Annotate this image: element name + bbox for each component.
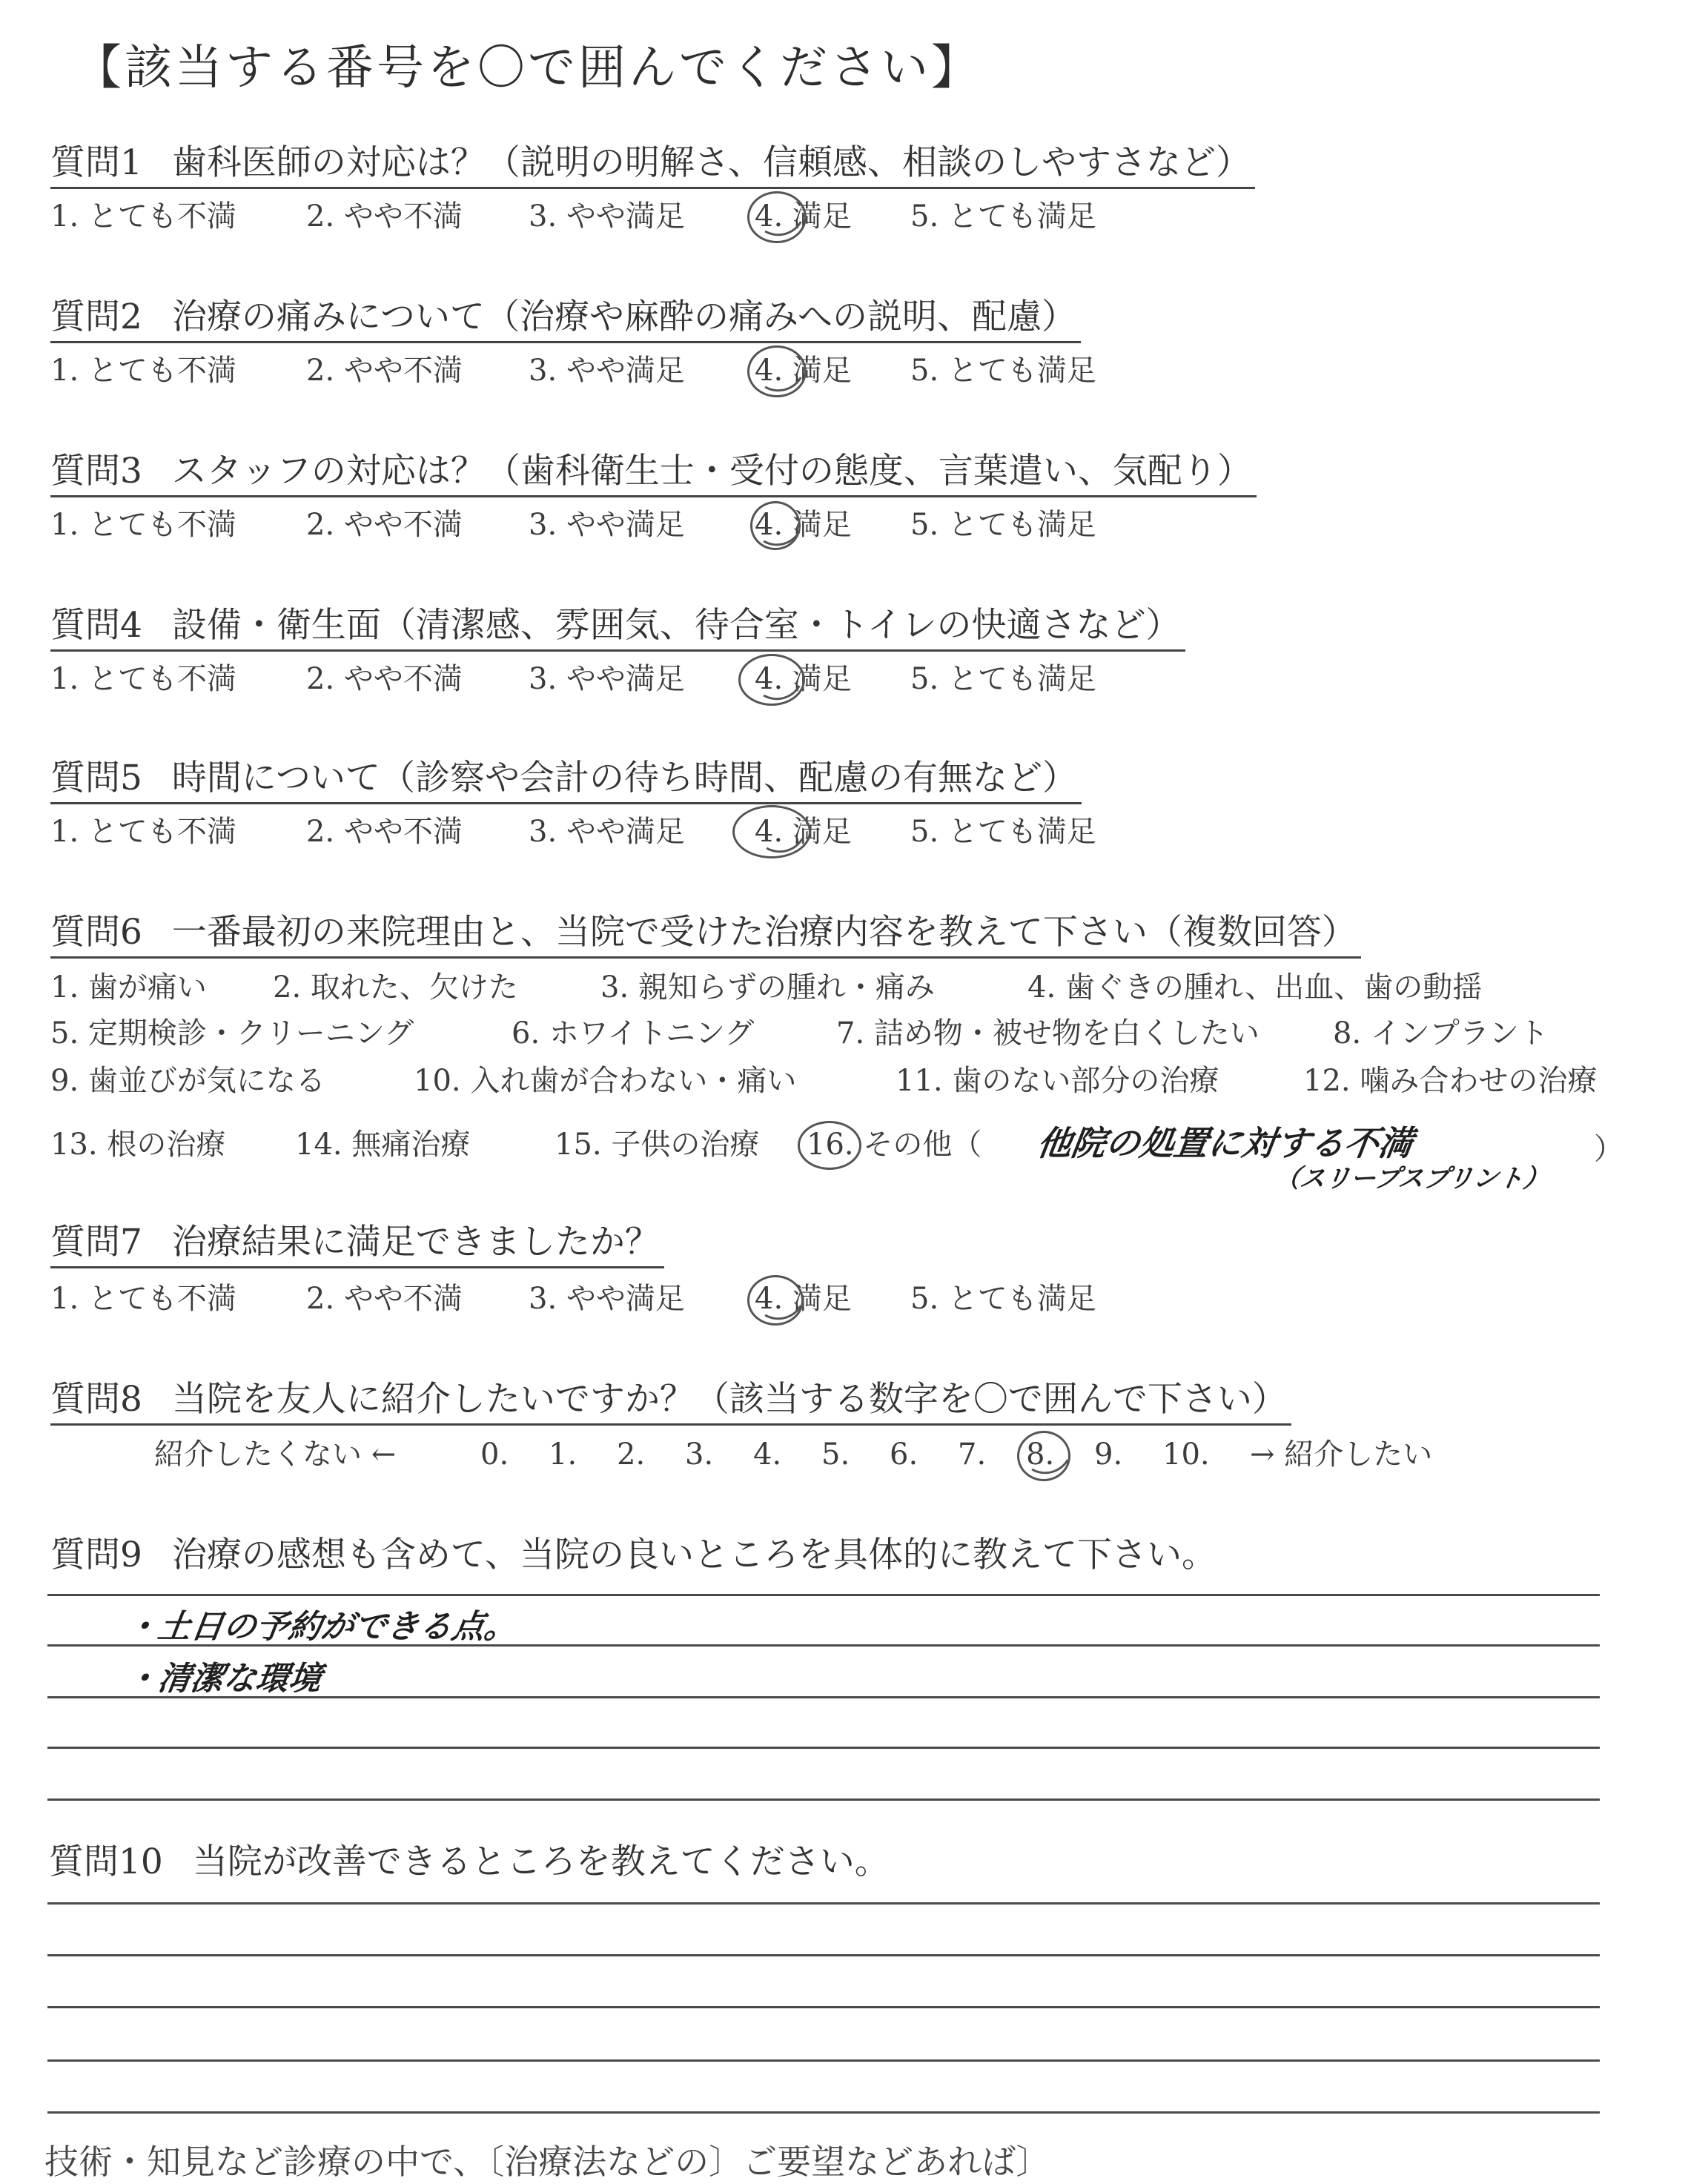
q9-answer-2: ・清潔な環境 [122, 1660, 324, 1698]
option-1[interactable]: 1. とても不満 [50, 815, 236, 849]
answer-line-3 [47, 2006, 1600, 2008]
scale-5[interactable]: 5. [821, 1437, 850, 1472]
option-3[interactable]: 3. やや満足 [529, 199, 685, 234]
question-2-label: 質問2 [50, 297, 142, 337]
scale-0[interactable]: 0. [480, 1437, 509, 1472]
option-1[interactable]: 1. とても不満 [50, 1282, 236, 1316]
option-4[interactable]: 4. 満足 [755, 199, 852, 234]
answer-line-5 [47, 2111, 1600, 2114]
other-close-paren: ） [1594, 1132, 1623, 1166]
option-1[interactable]: 1. とても不満 [50, 508, 236, 542]
option-12[interactable]: 12. 噛み合わせの治療 [1303, 1064, 1598, 1098]
answer-line-1 [47, 1594, 1600, 1596]
option-5[interactable]: 5. とても満足 [910, 508, 1096, 542]
question-4-text: 設備・衛生面（清潔感、雰囲気、待合室・トイレの快適さなど） [171, 605, 1181, 646]
option-6[interactable]: 6. ホワイトニング [512, 1016, 755, 1050]
scale-7[interactable]: 7. [958, 1437, 987, 1472]
option-5[interactable]: 5. とても満足 [910, 815, 1096, 849]
option-2[interactable]: 2. やや不満 [306, 508, 463, 542]
option-2[interactable]: 2. 取れた、欠けた [273, 970, 518, 1005]
question-5-label: 質問5 [50, 758, 142, 798]
option-8[interactable]: 8. インプラント [1333, 1016, 1549, 1050]
question-7-label: 質問7 [50, 1222, 142, 1263]
question-8-heading [50, 1376, 1291, 1426]
option-1[interactable]: 1. 歯が痛い [50, 970, 207, 1005]
option-3[interactable]: 3. やや満足 [529, 815, 685, 849]
answer-line-5 [47, 1799, 1600, 1801]
question-7-text: 治療結果に満足できましたか？ [171, 1222, 660, 1263]
option-3[interactable]: 3. やや満足 [529, 662, 685, 696]
option-16[interactable]: 16. その他（ [807, 1128, 982, 1162]
question-5-text: 時間について（診察や会計の待ち時間、配慮の有無など） [171, 758, 1077, 798]
option-5[interactable]: 5. 定期検診・クリーニング [50, 1016, 414, 1050]
scale-3[interactable]: 3. [685, 1437, 714, 1472]
option-9[interactable]: 9. 歯並びが気になる [50, 1064, 325, 1098]
option-2[interactable]: 2. やや不満 [306, 815, 463, 849]
question-1-label: 質問1 [50, 142, 142, 183]
question-5-heading [50, 755, 1082, 804]
question-10-label: 質問10 [49, 1841, 163, 1882]
question-6-text: 一番最初の来院理由と、当院で受けた治療内容を教えて下さい（複数回答） [171, 912, 1357, 953]
question-4-heading [50, 602, 1185, 652]
option-4[interactable]: 4. 満足 [755, 508, 852, 542]
answer-line-2 [47, 1954, 1600, 1956]
question-10-text: 当院が改善できるところを教えてください。 [192, 1841, 890, 1882]
scale-8[interactable]: 8. [1026, 1437, 1055, 1472]
option-4[interactable]: 4. 満足 [755, 354, 852, 388]
option-11[interactable]: 11. 歯のない部分の治療 [896, 1064, 1219, 1098]
option-10[interactable]: 10. 入れ歯が合わない・痛い [414, 1064, 797, 1098]
answer-line-4 [47, 2059, 1600, 2062]
question-8-text: 当院を友人に紹介したいですか？（該当する数字を〇で囲んで下さい） [171, 1379, 1287, 1420]
scale-4[interactable]: 4. [753, 1437, 782, 1472]
question-2-heading [50, 294, 1081, 343]
question-6-label: 質問6 [50, 912, 142, 953]
question-10-heading [49, 1839, 890, 1886]
scale-left-label: 紹介したくない ← [154, 1437, 397, 1472]
scale-right-label: → 紹介したい [1250, 1437, 1433, 1472]
other-reason-handwritten-sub: （スリープスプリント） [1272, 1164, 1551, 1194]
question-1-heading [50, 139, 1255, 189]
option-1[interactable]: 1. とても不満 [50, 662, 236, 696]
option-4[interactable]: 4. 満足 [755, 1282, 852, 1316]
question-2-text: 治療の痛みについて（治療や麻酔の痛みへの説明、配慮） [171, 297, 1077, 337]
question-8-label: 質問8 [50, 1379, 142, 1420]
question-3-label: 質問3 [50, 451, 142, 492]
option-5[interactable]: 5. とても満足 [910, 662, 1096, 696]
question-1-text: 歯科医師の対応は？（説明の明解さ、信頼感、相談のしやすさなど） [171, 142, 1251, 183]
other-reason-handwritten: 他院の処置に対する不満 [1034, 1123, 1416, 1163]
scale-10[interactable]: 10. [1162, 1437, 1210, 1472]
option-4[interactable]: 4. 歯ぐきの腫れ、出血、歯の動揺 [1027, 970, 1483, 1005]
option-14[interactable]: 14. 無痛治療 [295, 1128, 471, 1162]
question-3-heading [50, 448, 1257, 497]
option-2[interactable]: 2. やや不満 [306, 662, 463, 696]
option-5[interactable]: 5. とても満足 [910, 199, 1096, 234]
option-3[interactable]: 3. やや満足 [529, 508, 685, 542]
option-3[interactable]: 3. やや満足 [529, 354, 685, 388]
option-5[interactable]: 5. とても満足 [910, 1282, 1096, 1316]
scale-6[interactable]: 6. [890, 1437, 918, 1472]
scale-1[interactable]: 1. [549, 1437, 577, 1472]
option-2[interactable]: 2. やや不満 [306, 354, 463, 388]
option-1[interactable]: 1. とても不満 [50, 199, 236, 234]
option-7[interactable]: 7. 詰め物・被せ物を白くしたい [836, 1016, 1260, 1050]
question-6-heading [50, 909, 1361, 959]
option-13[interactable]: 13. 根の治療 [50, 1128, 226, 1162]
option-4[interactable]: 4. 満足 [755, 662, 852, 696]
scale-2[interactable]: 2. [617, 1437, 646, 1472]
option-2[interactable]: 2. やや不満 [306, 1282, 463, 1316]
question-7-heading [50, 1219, 664, 1268]
answer-line-4 [47, 1747, 1600, 1749]
option-5[interactable]: 5. とても満足 [910, 354, 1096, 388]
answer-line-1 [47, 1902, 1600, 1905]
question-4-label: 質問4 [50, 605, 142, 646]
page-title: 【該当する番号を〇で囲んでください】 [74, 41, 982, 96]
option-3[interactable]: 3. やや満足 [529, 1282, 685, 1316]
question-9-label: 質問9 [50, 1535, 142, 1575]
option-4[interactable]: 4. 満足 [755, 815, 852, 849]
option-2[interactable]: 2. やや不満 [306, 199, 463, 234]
question-9-text: 治療の感想も含めて、当院の良いところを具体的に教えて下さい。 [171, 1535, 1217, 1575]
option-15[interactable]: 15. 子供の治療 [555, 1128, 760, 1162]
option-1[interactable]: 1. とても不満 [50, 354, 236, 388]
question-3-text: スタッフの対応は？（歯科衛生士・受付の態度、言葉遣い、気配り） [171, 451, 1252, 492]
q9-answer-1: ・土日の予約ができる点。 [122, 1608, 520, 1646]
option-3[interactable]: 3. 親知らずの腫れ・痛み [600, 970, 935, 1005]
scale-9[interactable]: 9. [1094, 1437, 1123, 1472]
question-9-heading [50, 1532, 1217, 1579]
footer-partial-text: 技術・知見など診療の中で、〔治療法などの〕ご要望などあれば〕 [44, 2142, 1050, 2182]
